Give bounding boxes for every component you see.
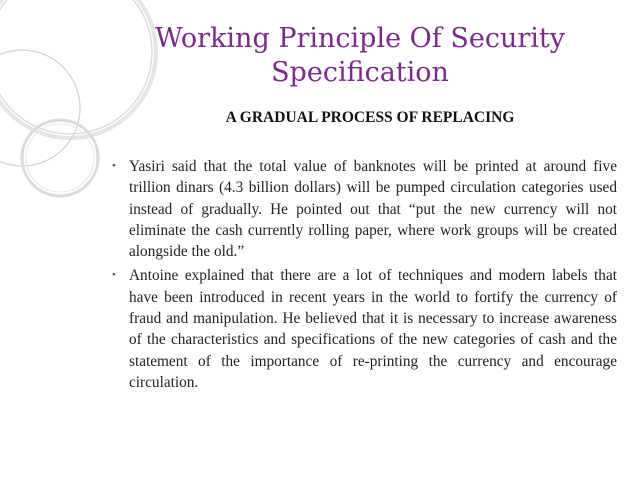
- bullet-text: Antoine explained that there are a lot of techniques and modern labels that have been introduced in recent years in the world to fortify the currency of fraud and manipulation. He believed that it is necessary to increase awareness of the characteristics and specifications of the new categories of cash and the statement of the importance of re-printing the currency and encourage circulation.: [129, 267, 617, 391]
- bullet-item: [112, 156, 617, 262]
- bullet-item: [112, 265, 617, 393]
- deco-ring-small-inner: [26, 124, 94, 192]
- bullet-list: [112, 156, 617, 396]
- bullet-text: Yasiri said that the total value of banknotes will be printed at around five trillion dinars (4.3 billion dollars) will be pumped circulation categories used instead of gradually. He pointed out that “put the new currency will not eliminate the cash currently rolling paper, where work groups will be created alongside the old.”: [129, 158, 617, 261]
- slide-title: Working Principle Of Security Specification: [154, 23, 565, 88]
- bullet-dot-icon: •: [112, 269, 116, 282]
- deco-ring-medium: [0, 50, 80, 166]
- deco-ring-small: [22, 120, 98, 196]
- bullet-dot-icon: •: [112, 160, 116, 172]
- slide-subtitle: A GRADUAL PROCESS OF REPLACING: [225, 109, 515, 126]
